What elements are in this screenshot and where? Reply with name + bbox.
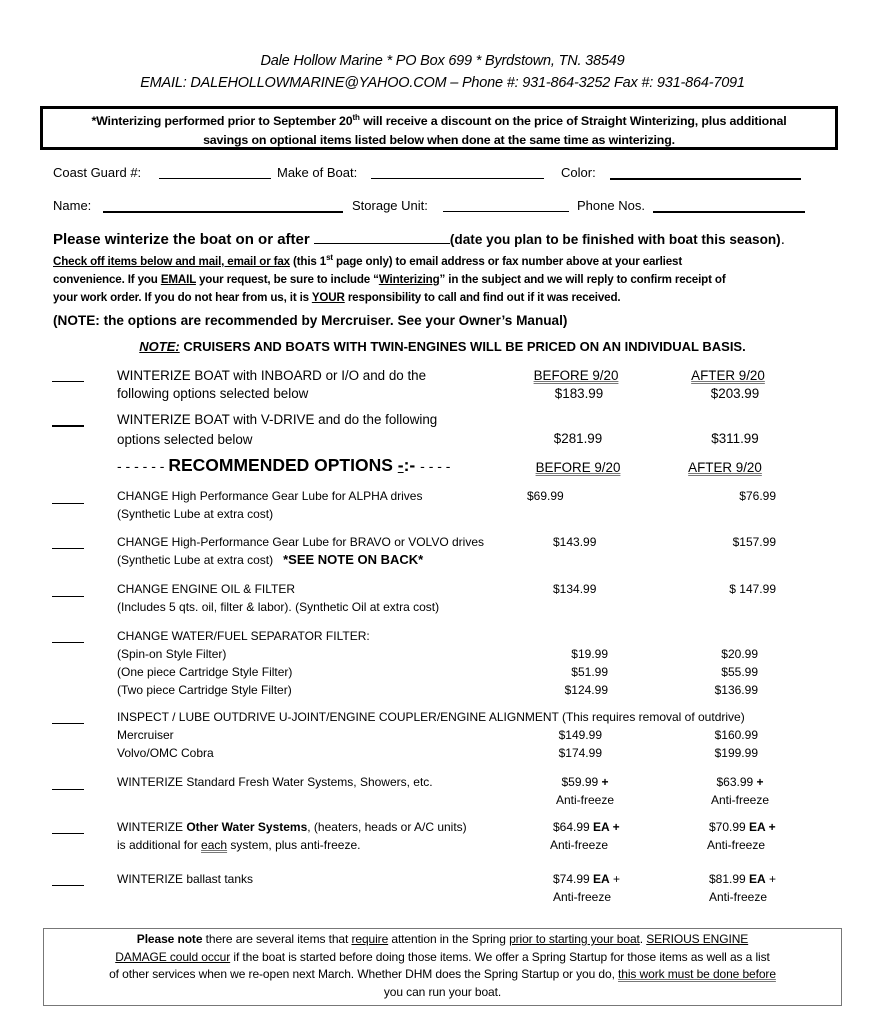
price-before: $19.99 [571, 647, 608, 661]
checkbox-inboard[interactable] [52, 381, 84, 382]
name-input[interactable] [103, 199, 343, 213]
heading-mark: :- [403, 455, 421, 475]
note-text: if the boat is started before doing those items. We offer a Spring Startup for those items as well as a list [230, 949, 770, 964]
note-text: of other services when we re-open next March. Whether DHM does the Spring Startup or you do, [109, 967, 619, 981]
option-line: CHANGE High-Performance Gear Lube for BRAVO or VOLVO drives [117, 535, 485, 549]
service-line: WINTERIZE BOAT with INBOARD or I/O and do the [117, 368, 427, 383]
checkbox-other-water[interactable] [52, 833, 84, 834]
note-underline: DAMAGE could occur [115, 949, 231, 964]
ea-plus: EA + [745, 820, 776, 834]
price-after: $55.99 [721, 665, 758, 679]
price-after: $157.99 [732, 535, 776, 549]
heading-mark: - [397, 455, 404, 475]
price-before: $174.99 [558, 746, 602, 760]
please-note: Please note [136, 932, 203, 946]
option-ballast: WINTERIZE ballast tanks [117, 872, 254, 886]
coast-guard-label: Coast Guard #: [53, 165, 142, 180]
note-text: CRUISERS AND BOATS WITH TWIN-ENGINES WILL BE PRICED ON AN INDIVIDUAL BASIS. [179, 339, 746, 354]
note-text: there are several items that [202, 932, 352, 946]
antifreeze-note: Anti-freeze [710, 793, 770, 807]
after-header: AFTER 9/20 [688, 460, 762, 475]
option-outdrive [117, 708, 745, 762]
checkbox-alpha-gear-lube[interactable] [52, 503, 84, 504]
option-line: CHANGE WATER/FUEL SEPARATOR FILTER: [117, 629, 370, 643]
checkbox-vdrive[interactable] [52, 425, 84, 427]
option-fresh-water: WINTERIZE Standard Fresh Water Systems, Showers, etc. [117, 775, 433, 789]
option-text: system, plus anti-freeze. [227, 838, 361, 852]
outdrive-brand: Mercruiser [117, 728, 174, 742]
option-separator-filter [117, 627, 370, 699]
note-text: you can run your boat. [383, 984, 502, 999]
storage-label: Storage Unit: [352, 198, 428, 213]
price-before: $59.99 [561, 775, 599, 789]
price-before: $69.99 [527, 489, 564, 503]
storage-input[interactable] [443, 199, 569, 212]
before-header: BEFORE 9/20 [533, 368, 619, 383]
checkbox-outdrive[interactable] [52, 723, 84, 724]
after-header: AFTER 9/20 [691, 368, 765, 383]
notice-text: *Winterizing performed prior to September 20 [91, 114, 353, 128]
price-before: $51.99 [571, 665, 608, 679]
plus: + [598, 775, 609, 789]
twin-engine-note [0, 339, 885, 354]
outdrive-before-prices [520, 726, 602, 762]
price-after: $63.99 [716, 775, 754, 789]
period: . [780, 231, 785, 248]
other-water-after [705, 818, 795, 854]
winterize-date-row [53, 229, 785, 248]
notice-text-2: will receive a discount on the price of Straight Winterizing, plus additional [359, 114, 787, 128]
make-input[interactable] [371, 166, 544, 179]
mercruiser-note: (NOTE: the options are recommended by Mercruiser. See your Owner’s Manual) [53, 313, 568, 328]
price-before: $74.99 [553, 872, 590, 886]
note-underline: SERIOUS ENGINE [646, 932, 749, 946]
service-line: WINTERIZE BOAT with V-DRIVE and do the following [117, 412, 438, 427]
antifreeze-note: Anti-freeze [555, 793, 615, 807]
checkbox-bravo-gear-lube[interactable] [52, 548, 84, 549]
instr-sup: st [326, 253, 333, 263]
instr-text: your work order. If you do not hear from us, it is [53, 291, 312, 304]
option-alpha-gear-lube [117, 487, 422, 523]
option-text: WINTERIZE [117, 820, 187, 834]
color-input[interactable] [610, 166, 801, 180]
service-inboard [117, 367, 426, 403]
notice-line-2: savings on optional items listed below when done at the same time as winterizing. [203, 133, 675, 147]
price-after: $ 147.99 [729, 582, 776, 596]
each-emphasis: each [201, 838, 228, 852]
price-before: $64.99 [553, 820, 590, 834]
service-vdrive [117, 410, 437, 450]
price-before: $183.99 [554, 386, 604, 401]
note-underline: prior to starting your boat [509, 932, 640, 946]
price-after: $160.99 [714, 728, 758, 742]
separator-after-prices [670, 645, 758, 699]
filter-type: (Two piece Cartridge Style Filter) [117, 683, 292, 697]
checkbox-fresh-water[interactable] [52, 789, 84, 790]
plus: + [609, 872, 621, 886]
make-label: Make of Boat: [277, 165, 358, 180]
note-label: NOTE: [139, 339, 180, 354]
price-before: $134.99 [553, 582, 597, 596]
instr-text: convenience. If you [53, 273, 161, 286]
other-water-before [545, 818, 635, 854]
notice-sup: th [352, 112, 360, 122]
price-after: $203.99 [710, 386, 760, 401]
dashes: - - - - - - [117, 458, 169, 474]
antifreeze-note: Anti-freeze [709, 890, 768, 904]
price-after: $70.99 [709, 820, 746, 834]
check-off-instruction: Check off items below and mail, email or fax [53, 255, 290, 268]
price-before: $281.99 [553, 431, 603, 446]
instr-text: responsibility to call and find out if it was received. [344, 291, 621, 304]
option-bold: Other Water Systems [186, 820, 308, 834]
price-after: $81.99 [709, 872, 746, 886]
heading-title: RECOMMENDED OPTIONS [168, 455, 398, 475]
outdrive-brand: Volvo/OMC Cobra [117, 746, 214, 760]
option-text: , (heaters, heads or A/C units) [307, 820, 467, 834]
service-line: options selected below [117, 432, 253, 447]
option-bravo-gear-lube [117, 533, 484, 569]
price-after: $76.99 [739, 489, 776, 503]
email-emphasis: EMAIL [160, 273, 196, 286]
company-contact: EMAIL: DALEHOLLOWMARINE@YAHOO.COM – Phone #: 931-864-3252 Fax #: 931-864-7091 [140, 75, 745, 91]
option-text: is additional for [117, 838, 202, 852]
antifreeze-note: Anti-freeze [550, 838, 609, 852]
plus: + [765, 872, 777, 886]
coast-guard-input[interactable] [159, 166, 271, 179]
instr-text: ” in the subject and we will reply to confirm receipt of [439, 273, 726, 286]
instr-text: page only) to email address or fax number above at your earliest [332, 255, 683, 268]
option-line: (Synthetic Lube at extra cost) [117, 507, 274, 521]
price-after: $311.99 [711, 431, 759, 446]
winterize-date-input[interactable] [314, 229, 450, 244]
checkbox-separator-filter[interactable] [52, 642, 84, 643]
dashes: - - - - [420, 458, 451, 474]
note-text: attention in the Spring [388, 932, 510, 946]
company-address: Dale Hollow Marine * PO Box 699 * Byrdstown, TN. 38549 [260, 53, 625, 69]
ballast-after [709, 870, 799, 906]
price-before: $143.99 [553, 535, 597, 549]
option-line: CHANGE High Performance Gear Lube for ALPHA drives [117, 489, 423, 503]
spring-startup-notice [43, 928, 842, 1006]
option-line: (Includes 5 qts. oil, filter & labor). (Synthetic Oil at extra cost) [117, 600, 440, 614]
antifreeze-note: Anti-freeze [707, 838, 766, 852]
option-line: CHANGE ENGINE OIL & FILTER [117, 582, 296, 596]
fresh-water-after [700, 773, 780, 809]
service-line: following options selected below [117, 386, 309, 401]
instructions [53, 253, 843, 307]
your-emphasis: YOUR [311, 291, 345, 304]
winterize-date-note: (date you plan to be finished with boat this season) [449, 232, 781, 247]
note-text: . [639, 932, 647, 946]
color-label: Color: [561, 165, 596, 180]
filter-type: (Spin-on Style Filter) [117, 647, 227, 661]
winterizing-subject: Winterizing [378, 273, 440, 286]
price-before: $124.99 [564, 683, 608, 697]
price-after: $136.99 [714, 683, 758, 697]
separator-before-prices [520, 645, 608, 699]
early-discount-notice [40, 106, 838, 150]
antifreeze-note: Anti-freeze [553, 890, 612, 904]
phone-input[interactable] [653, 199, 805, 213]
note-underline: this work must be done before [618, 967, 776, 981]
instr-text: your request, be sure to include “ [195, 273, 379, 286]
option-other-water [117, 818, 467, 854]
filter-type: (One piece Cartridge Style Filter) [117, 665, 293, 679]
recommended-options-heading [117, 455, 450, 476]
fresh-water-before [545, 773, 625, 809]
see-note-on-back: *SEE NOTE ON BACK* [283, 552, 424, 567]
note-underline: require [351, 932, 389, 946]
option-line: INSPECT / LUBE OUTDRIVE U-JOINT/ENGINE COUPLER/ENGINE ALIGNMENT (This requires removal of outdrive) [117, 710, 745, 724]
ea: EA [745, 872, 766, 886]
checkbox-ballast[interactable] [52, 885, 84, 886]
plus: + [753, 775, 764, 789]
price-after: $199.99 [714, 746, 758, 760]
price-before: $149.99 [558, 728, 602, 742]
ballast-before [553, 870, 643, 906]
ea-plus: EA + [589, 820, 620, 834]
option-line: (Synthetic Lube at extra cost) [117, 553, 274, 567]
before-header: BEFORE 9/20 [535, 460, 621, 475]
price-after: $20.99 [721, 647, 758, 661]
ea: EA [589, 872, 610, 886]
winterize-date-label: Please winterize the boat on or after [53, 231, 310, 248]
checkbox-engine-oil[interactable] [52, 596, 84, 597]
outdrive-after-prices [670, 726, 758, 762]
option-engine-oil [117, 580, 439, 616]
name-label: Name: [53, 198, 92, 213]
instr-text: (this 1 [289, 255, 327, 268]
phone-label: Phone Nos. [577, 198, 645, 213]
